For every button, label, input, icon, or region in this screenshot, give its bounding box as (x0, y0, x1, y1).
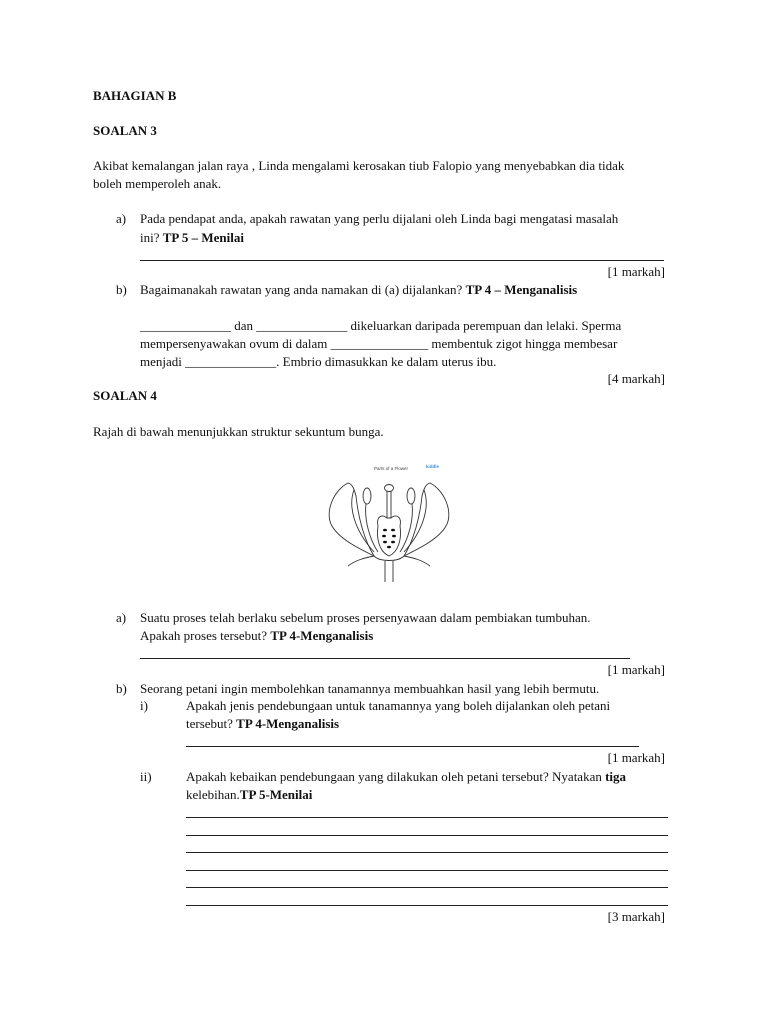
q4bii-tp-label: TP 5-Menilai (239, 787, 313, 802)
flower-stalk (385, 561, 393, 582)
q4a-line2 (140, 628, 373, 644)
q4a-marker: a) (116, 610, 127, 625)
q4a-answer-line[interactable] (140, 658, 630, 659)
question-4-title: SOALAN 4 (93, 388, 157, 403)
q4b-marker: b) (116, 681, 127, 696)
q3b-fill-line3[interactable]: menjadi ______________. Embrio dimasukkan ke dalam uterus ibu. (140, 354, 497, 369)
q4bii-line2-text: kelebihan. (186, 787, 240, 802)
flower-diagram-svg (318, 460, 460, 585)
q3a-marks: [1 markah] (607, 264, 665, 279)
q3b-marks: [4 markah] (607, 371, 665, 386)
anther-left (363, 488, 371, 504)
q4bii-answer-line-6[interactable] (186, 905, 668, 906)
q4bii-emphasis: tiga (605, 769, 627, 784)
q4a-line1: Suatu proses telah berlaku sebelum proses persenyawaan dalam pembiakan tumbuhan. (140, 610, 591, 625)
petal-right-outer (404, 483, 449, 556)
q4bii-marks: [3 markah] (607, 909, 665, 924)
ovary (377, 516, 400, 556)
q3a-answer-line[interactable] (140, 260, 664, 261)
figure-logo: kiddle (426, 464, 440, 469)
q4bi-marks: [1 markah] (607, 750, 665, 765)
section-title: BAHAGIAN B (93, 88, 177, 103)
question-4-intro: Rajah di bawah menunjukkan struktur sekuntum bunga. (93, 424, 384, 439)
q3b-question-text: Bagaimanakah rawatan yang anda namakan di (a) dijalankan? (140, 282, 466, 297)
q4a-marks: [1 markah] (607, 662, 665, 677)
q4bi-answer-line[interactable] (186, 746, 639, 747)
q4bi-line1: Apakah jenis pendebungaan untuk tanamannya yang boleh dijalankan oleh petani (186, 698, 611, 713)
q3a-line1: Pada pendapat anda, apakah rawatan yang perlu dijalani oleh Linda bagi mengatasi masalah (140, 211, 619, 226)
q3b-question (140, 282, 577, 298)
question-3-title: SOALAN 3 (93, 123, 157, 138)
petal-left-outer (329, 483, 374, 556)
q4bii-line1 (186, 769, 626, 785)
q3b-fill-line2[interactable]: mempersenyawakan ovum di dalam _______________ membentuk zigot hingga membesar (140, 336, 618, 351)
q4bii-answer-line-1[interactable] (186, 817, 668, 818)
figure-caption: Parts of a Flower (374, 466, 409, 471)
stigma (385, 485, 394, 492)
flower-diagram (318, 460, 460, 585)
sepal-left (348, 556, 374, 566)
anther-right (407, 488, 415, 504)
q3b-fill-line1[interactable]: ______________ dan ______________ dikeluarkan daripada perempuan dan lelaki. Sperma (140, 318, 622, 333)
q4bii-line2 (186, 787, 312, 803)
q4b-line1: Seorang petani ingin membolehkan tanamannya membuahkan hasil yang lebih bermutu. (140, 681, 600, 696)
q4bii-answer-line-4[interactable] (186, 870, 668, 871)
q4bi-tp-label: TP 4-Menganalisis (236, 716, 340, 731)
q3a-line2-text: ini? (140, 230, 163, 245)
q3a-line2 (140, 230, 244, 246)
q4a-tp-label: TP 4-Menganalisis (270, 628, 374, 643)
q4bii-answer-line-3[interactable] (186, 852, 668, 853)
question-3-intro-line2: boleh memperoleh anak. (93, 176, 222, 191)
q4bi-marker: i) (140, 698, 148, 713)
q4bii-line1-text: Apakah kebaikan pendebungaan yang dilakukan oleh petani tersebut? Nyatakan (186, 769, 606, 784)
q4bii-answer-line-5[interactable] (186, 887, 668, 888)
q3b-tp-label: TP 4 – Menganalisis (465, 282, 578, 297)
q3b-marker: b) (116, 282, 127, 297)
style (387, 491, 391, 518)
q4a-line2-text: Apakah proses tersebut? (140, 628, 271, 643)
q4bii-marker: ii) (140, 769, 152, 784)
sepal-right (404, 556, 430, 566)
q3a-tp-label: TP 5 – Menilai (162, 230, 244, 245)
q4bi-line2-text: tersebut? (186, 716, 237, 731)
ovules (382, 529, 396, 549)
receptacle (374, 556, 404, 561)
q3a-marker: a) (116, 211, 127, 226)
q4bi-line2 (186, 716, 339, 732)
q4bii-answer-line-2[interactable] (186, 835, 668, 836)
question-3-intro-line1: Akibat kemalangan jalan raya , Linda mengalami kerosakan tiub Falopio yang menyebabkan dia tidak (93, 158, 625, 173)
